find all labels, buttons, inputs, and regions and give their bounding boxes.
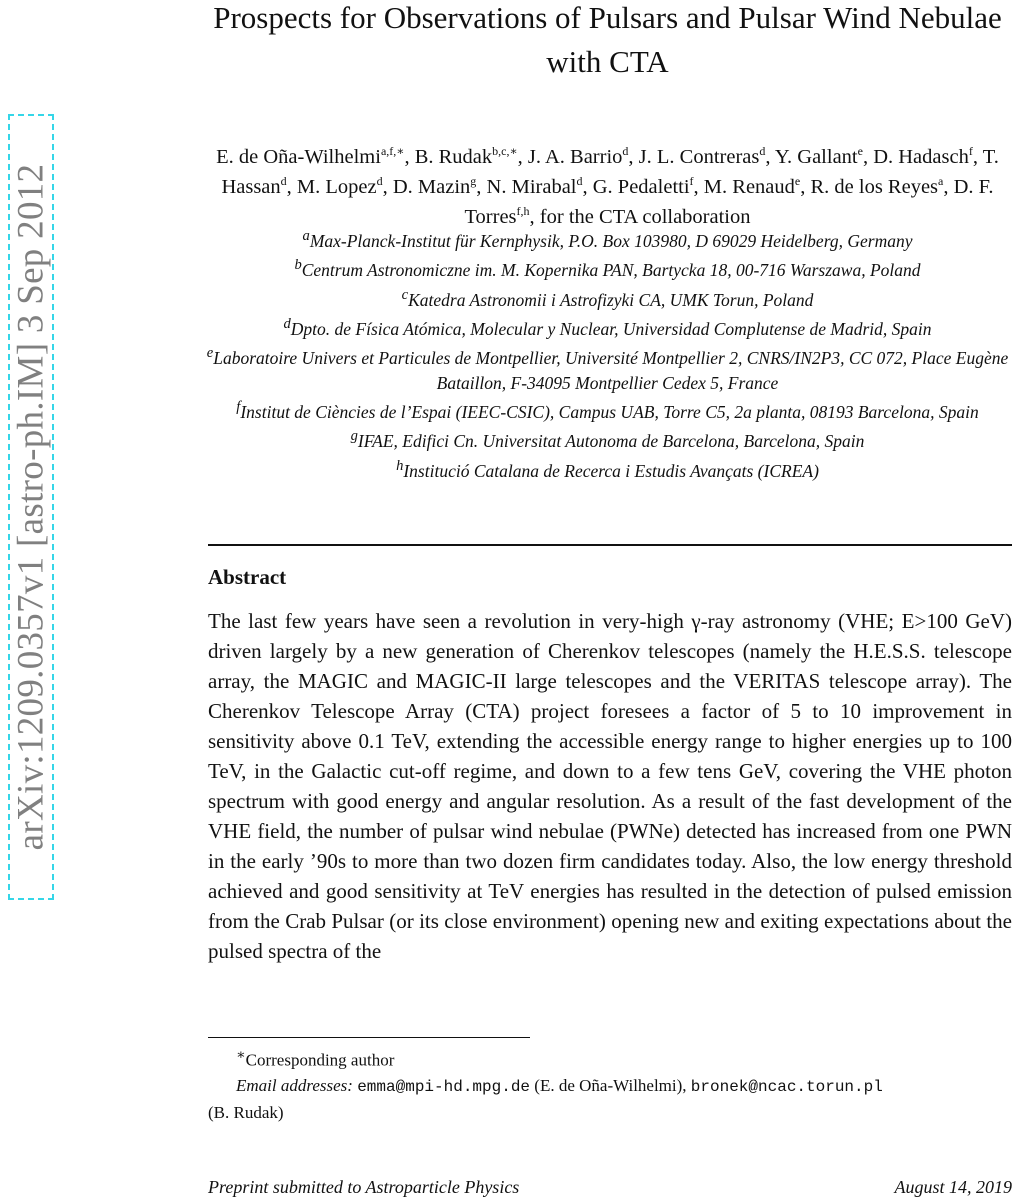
email-link[interactable]: emma@mpi-hd.mpg.de [357, 1077, 531, 1096]
email-owner: (B. Rudak) [208, 1102, 284, 1122]
author-affiliation-mark: e [794, 174, 801, 189]
author-name: D. F. Torres [464, 176, 994, 228]
affiliation [200, 253, 1015, 282]
preprint-note: Preprint submitted to Astroparticle Physics [208, 1177, 520, 1197]
author-name: D. Hadasch [873, 146, 969, 168]
author-name: E. de Oña-Wilhelmi [216, 146, 381, 168]
abstract-text: The last few years have seen a revolution in very-high γ-ray astronomy (VHE; E>100 GeV) driven largely by a new generation of Cherenkov telescopes (namely the H.E.S.S. telescope array, the MAGIC and MAGIC-II large telescopes and the VERITAS telescope array). The Cherenkov Telescope Array (CTA) project foresees a factor of 5 to 10 improvement in sensitivity above 0.1 TeV, extending the accessible energy range to higher energies up to 100 TeV, in the Galactic cut-off regime, and down to a few tens GeV, covering the VHE photon spectrum with good energy and angular resolution. As a result of the fast development of the VHE field, the number of pulsar wind nebulae (PWNe) detected has increased from one PWN in the early ’90s to more than two dozen firm candidates today. Also, the low energy threshold achieved and good sensitivity at TeV energies has resulted in the detection of pulsed emission from the Crab Pulsar (or its close environment) opening new and exiting expectations about the pulsed spectra of the [208, 609, 1012, 963]
author-affiliation-mark: f [689, 174, 694, 189]
author-affiliation-mark: b,c,∗ [492, 144, 518, 159]
author-affiliation-mark: a,f,∗ [380, 144, 405, 159]
author-name: M. Renaud [703, 176, 795, 198]
author [415, 146, 518, 168]
affiliation-text: Max-Planck-Institut für Kernphysik, P.O. Box 103980, D 69029 Heidelberg, Germany [309, 230, 913, 251]
affiliation-mark: d [283, 315, 291, 332]
author [593, 176, 694, 198]
author-name: J. L. Contreras [638, 146, 760, 168]
affiliation [200, 424, 1015, 453]
corresponding-author-note: Corresponding author [245, 1050, 395, 1070]
affiliation-mark: b [294, 257, 302, 274]
author [704, 176, 800, 198]
email-label: Email addresses: [236, 1075, 353, 1095]
preprint-date: August 14, 2019 [894, 1177, 1012, 1197]
affiliation [200, 312, 1015, 341]
author-name: N. Mirabal [486, 176, 577, 198]
author [810, 176, 943, 198]
affiliation-text: IFAE, Edifici Cn. Universitat Autonoma de Barcelona, Barcelona, Spain [357, 431, 865, 452]
author-affiliation-mark: d [576, 174, 583, 189]
affiliation-mark: a [302, 228, 310, 244]
author-affiliation-mark: d [376, 174, 383, 189]
author-name: M. Lopez [296, 176, 377, 198]
email-owner: (E. de Oña-Wilhelmi), [534, 1075, 687, 1095]
footnote-mark: ∗ [236, 1047, 246, 1063]
author [639, 146, 766, 168]
affiliation-text: Institut de Ciències de l’Espai (IEEC-CSIC), Campus UAB, Torre C5, 2a planta, 08193 Barcelona, Spain [240, 401, 979, 422]
author-affiliation-mark: d [622, 144, 629, 159]
author-name: J. A. Barrio [527, 146, 623, 168]
author-affiliation-mark: f,h [516, 204, 530, 219]
author-list: E. de Oña-Wilhelmi$^{a,f,∗}$, B. Rudak$^{b,c,∗}$, J. A. Barrio$^d$, J. L. Contreras$^d$, Y. Gallant$^e$, D. Hadasch$^f$, T. Hassan$^d$, M. Lopez$^d$, D. Mazin$^g$, N. Mirabal$^d$, G. Pedaletti$^f$, M. Renaud$^e$, R. de los Reyes$^a$, D. F. Torres$^{f,h}$, for the CTA collaboration [216, 144, 999, 228]
affiliation [200, 454, 1015, 483]
affiliation-mark: g [350, 428, 358, 445]
footnote-divider [208, 1037, 530, 1038]
author-name: G. Pedaletti [592, 176, 690, 198]
affiliation-list [200, 224, 1015, 483]
affiliation-mark: h [396, 457, 404, 474]
author-collaboration: for the CTA collaboration [539, 206, 751, 228]
affiliation [200, 224, 1015, 253]
author [528, 146, 629, 168]
author-name: T. Hassan [221, 146, 999, 198]
author [873, 146, 973, 168]
author-name: Y. Gallant [774, 146, 858, 168]
affiliation-mark: c [401, 286, 409, 303]
affiliation-text: Katedra Astronomii i Astrofizyki CA, UMK Torun, Poland [408, 289, 814, 310]
author-name: R. de los Reyes [810, 176, 939, 198]
author-affiliation-mark: a [938, 174, 944, 189]
author-affiliation-mark: d [280, 174, 287, 189]
author-affiliation-mark: e [857, 144, 863, 159]
affiliation-text: Dpto. de Física Atómica, Molecular y Nuclear, Universidad Complutense de Madrid, Spain [290, 318, 932, 339]
author-name: B. Rudak [414, 146, 493, 168]
affiliation [200, 395, 1015, 424]
author-name: D. Mazin [392, 176, 471, 198]
arxiv-stamp [8, 114, 54, 900]
paper-title: Prospects for Observations of Pulsars and Pulsar Wind Nebulae with CTA [213, 0, 1002, 79]
affiliation [200, 283, 1015, 312]
arxiv-identifier[interactable]: arXiv:1209.0357v1 [astro-ph.IM] 3 Sep 2012 [10, 163, 52, 851]
affiliation [200, 341, 1015, 395]
abstract-heading: Abstract [208, 565, 287, 589]
affiliation-text: Laboratoire Univers et Particules de Montpellier, Université Montpellier 2, CNRS/IN2P3, CC 072, Place Eugène Bataillon, F-34095 Montpellier Cedex 5, France [213, 348, 1009, 393]
author-affiliation-mark: d [759, 144, 766, 159]
author [393, 176, 476, 198]
footnotes [208, 1043, 1012, 1125]
affiliation-text: Institució Catalana de Recerca i Estudis Avançats (ICREA) [403, 460, 819, 481]
affiliation-mark: f [236, 399, 241, 416]
author-affiliation-mark: g [470, 174, 477, 189]
author [297, 176, 383, 198]
divider [208, 544, 1012, 546]
author [775, 146, 863, 168]
author-affiliation-mark: f [968, 144, 973, 159]
author [487, 176, 583, 198]
affiliation-mark: e [206, 345, 214, 362]
author [216, 146, 404, 168]
affiliation-text: Centrum Astronomiczne im. M. Kopernika PAN, Bartycka 18, 00-716 Warszawa, Poland [301, 260, 921, 281]
email-link[interactable]: bronek@ncac.torun.pl [690, 1077, 883, 1096]
